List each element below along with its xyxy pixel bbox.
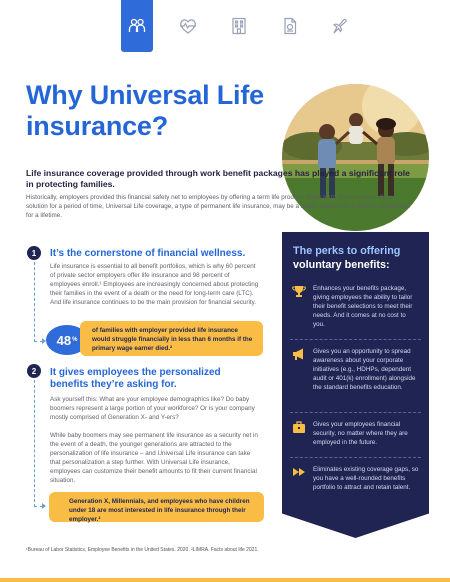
section-number-1: 1: [27, 246, 41, 260]
lead-paragraph: Historically, employers provided this financial safety net to employees by offering a term life product. While term life insurance offers a solution for a period of time, Universal Life coverage, a type of permanent life insurance, may be a better solution as it protects employees for a lifetime.: [26, 194, 410, 219]
heart-pulse-icon[interactable]: [172, 0, 204, 52]
section-number-2: 2: [27, 364, 41, 378]
page-title: Why Universal Life insurance?: [26, 80, 264, 141]
section-2-body-2: While baby boomers may see permanent life insurance as a security net in the event of a death, the younger generations are attracted to the personalization of life insurance – and Universal Life insurance can take that personalization a step further. With Universal Life insurance, employees can customize their benefit amounts to fit their current financial situation.: [50, 432, 258, 484]
perk-item-2: Gives you an opportunity to spread awareness about your corporate initiatives (e.g., HDHPs, dependent audit or 401(k) enrollment) alongside the standard benefits education.: [313, 348, 416, 391]
plane-icon[interactable]: [325, 0, 357, 52]
perks-title-line-2: voluntary benefits:: [293, 259, 390, 271]
building-icon[interactable]: [223, 0, 255, 52]
connector-line: [34, 262, 35, 342]
trophy-icon: [292, 284, 306, 298]
section-2-heading: It gives employees the personalized benefits they’re asking for.: [50, 367, 221, 390]
section-1-body: Life insurance is essential to all benefit portfolios, which is why 60 percent of private sector employers offer life insurance and 98 percent of employees enroll.¹ Employees are increasingly concerned about protecting their families in the event of a death or the need for long-term care (LTC). And life insurance continues to be the main provision for financial security.: [50, 263, 259, 306]
demographic-callout: Generation X, Millennials, and employees who have children under 18 are most interested in life insurance through their employer.²: [49, 492, 264, 522]
stat-unit: %: [72, 337, 78, 343]
footnote: ¹Bureau of Labor Statistics, Employee Benefits in the United States. 2020. ²LIMRA. Facts about life 2021.: [26, 547, 259, 553]
people-icon[interactable]: [121, 0, 153, 52]
perks-title: [293, 244, 423, 272]
briefcase-icon: [292, 420, 306, 434]
lead-heading: Life insurance coverage provided through work benefit packages has played a significant role in protecting families.: [26, 168, 410, 189]
divider: [290, 339, 421, 340]
document-icon[interactable]: [274, 0, 306, 52]
section-2-body-1: Ask yourself this: What are your employee demographics like? Do baby boomers represent a large portion of your workforce? Or is your company mostly comprised of Generation X- and Y-ers?: [50, 396, 255, 421]
section-1-heading: It’s the cornerstone of financial wellness.: [50, 248, 246, 259]
megaphone-icon: [292, 347, 306, 361]
perk-item-3: Gives your employees financial security, no matter where they are employed in the future.: [313, 421, 408, 446]
forward-arrow-icon: [292, 465, 306, 479]
perk-item-1: Enhances your benefits package, giving employees the ability to tailor their benefit selections to meet their needs. And it comes at no cost to you.: [313, 285, 413, 328]
arrow-icon: [42, 503, 46, 509]
bottom-accent-bar: [0, 578, 450, 582]
perks-title-line-1: The perks to offering: [293, 245, 401, 257]
perk-item-4: Eliminates existing coverage gaps, so you have a well-rounded benefits portfolio to attract and retain talent.: [313, 466, 419, 491]
top-icon-bar: [121, 0, 376, 52]
connector-line: [34, 380, 35, 507]
divider: [290, 457, 421, 458]
divider: [290, 412, 421, 413]
stat-callout: of families with employer provided life insurance would struggle financially in less than 6 months if the primary wage earner died.²: [80, 321, 263, 356]
stat-value: 48: [56, 332, 72, 348]
